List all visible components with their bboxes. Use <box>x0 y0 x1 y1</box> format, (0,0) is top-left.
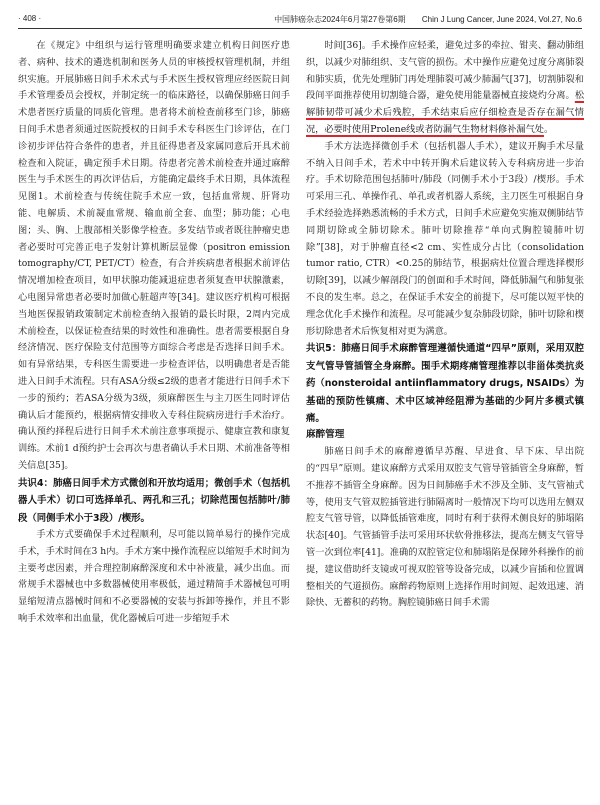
body-paragraph: 手术方式要确保手术过程顺利，尽可能以简单易行的操作完成手术，手术时间在3 h内。手术方案中操作流程应以缩短手术时间为主要考虑因素，并合理控制麻醉深度和术中补液量，减少出血。而常规手术器械也中多数器械使用率极低，通过精简手术器械包可明显缩短清点器械时间和不必要器械的安装与拆卸等操作，并且不影响手术效率和出血量，优化器械后可进一步缩短手术 <box>18 528 290 624</box>
body-paragraph: 在《规定》中组织与运行管理明确要求建立机构日间医疗患者、病种、技术的遴选机制和医务人员的审核授权管理机制，并组织实施。开展肺癌日间手术术式与手术医生授权管理应经医院日间手术管理委员会授权，并制定统一的临床路径，以确保肺癌日间手术患者医疗质量的同质化管理。患者将术前检查前移至门诊，肺癌日间手术患者须通过医院授权的日间手术专科医生门诊评估，在门诊初步评估符合条件的患者，并且征得患者及家属同意后开具术前检查和入院证，确定预手术日期。待患者完善术前检查并通过麻醉医生与手术医生的再次评估后，方能确定最终手术日期，具体流程见图1。术前检查与传统住院手术应一致，包括血常规、肝肾功能、电解质、术前凝血常规、输血前全套、血型；肺功能；心电图；头、胸、上腹部相关影像学检查。多发结节或者既往肿瘤史患者必要时可完善正电子发射计算机断层显像（positron emission tomography/CT, PET/CT）检查，有合并疾病患者根据术前评估情况增加检查项目，如甲状腺功能减退症患者须复查甲状腺激素，心电图异常患者必要时加做心脏超声等[34]。建议医疗机构可根据当地医保报销政策制定术前检查纳入报销的最长时限，2周内完成术前检查，以保证检查结果的时效性和准确性。患者需要根据自身经济情况、医疗保险支付范围等方面综合考虑是否选择日间手术。如有异常结果，专科医生需要进一步检查评估，以明确患者是否能进入日间手术流程。只有ASA分级≤2级的患者才能进行日间手术下一步的预约；若ASA分级为3级，须麻醉医生与主刀医生同时评估确认后才能预约，根据病情安排收入专科住院病房进行手术治疗。确认预约择程后进行日间手术术前注意事项提示、健康宣教和康复训练。术前1 d预约护士会再次与患者确认手术日期、术前准备等相关信息[35]。 <box>18 40 290 471</box>
body-paragraph: 肺癌日间手术的麻醉遵循早苏醒、早进食、早下床、早出院的“四早”原则。建议麻醉方式采用双腔支气管导管插管全身麻醉，暂不推荐不插管全身麻醉。因为日间肺癌手术不涉及全肺、支气管袖式等，使用支气管双腔插管进行肺隔离时一般情况下均可以选用左侧双腔支气管导管，以降低插管难度，同时有利于获得术侧良好的肺塌陷状态[40]。气管插管手法可采用环状软骨推移法，提高左侧支气管导管一次到位率[41]。准确的双腔管定位和肺塌陷是保障外科操作的前提，建议借助纤支镜或可视双腔管等设备完成，以减少盲插和位置调整相关的气道损伤。麻醉药物原则上选择作用时间短、起效迅速、消除快、无蓄积的药物。胸腔镜肺癌日间手术需 <box>306 446 584 609</box>
page-header <box>18 10 582 30</box>
consensus-5: 共识5：肺癌日间手术麻醉管理遵循快通道“四早”原则，采用双腔支气管导管插管全身麻醉。围手术期疼痛管理推荐以非甾体类抗炎药（nonsteroidal antiinflammatory drugs, NSAIDs）为基础的预防性镇痛、术中区域神经阻滞为基础的少阿片多模式镇痛。 <box>306 343 584 424</box>
left-column <box>18 38 290 628</box>
journal-title-cn: 中国肺癌杂志2024年6月第27卷第6期 <box>274 15 406 24</box>
page-number: · 408 · <box>18 14 42 23</box>
body-paragraph <box>306 38 584 139</box>
highlighted-text: 松解肺韧带可减少术后残腔，手术结束后应仔细检查是否存在漏气情况，必要时使用Prolene线或者防漏气生物材料修补漏气处 <box>306 90 584 135</box>
journal-title <box>274 14 582 25</box>
paragraph-end: 。 <box>543 123 554 135</box>
right-column <box>306 38 584 612</box>
header-divider <box>18 28 582 29</box>
body-paragraph: 手术方法选择微创手术（包括机器人手术），建议开胸手术尽量不纳入日间手术，若术中中转开胸术后建议转入专科病房进一步治疗。手术切除范围包括肺叶/肺段（同侧手术小于3段）/楔形。手术可采用三孔、单操作孔、单孔或者机器人系统，主刀医生可根据自身手术经验选择熟悉流畅的手术方式，日间手术应避免实施双侧肺结节同期切除或全肺切除术。肺叶切除推荐“单向式胸腔镜肺叶切除”[38]，对于肿瘤直径<2 cm、实性成分占比（consolidation tumor ratio, CTR）<0.25的肺结节，根据病灶位置合理选择楔形切除[39]，以减少解剖段门的创面和手术时间，降低肺漏气和肺复张不良的发生率。总之，在保证手术安全的前提下，尽可能以短平快的理念优化手术操作和流程。尽可能减少复杂肺段切除，肺叶切除和楔形切除患者术后恢复相对更为满意。 <box>306 140 584 337</box>
consensus-4: 共识4：肺癌日间手术方式微创和开放均适用；微创手术（包括机器人手术）切口可选择单孔、两孔和三孔；切除范围包括肺叶/肺段（同侧手术小于3段）/楔形。 <box>18 477 290 524</box>
paragraph-text: 时间[36]。手术操作应轻柔，避免过多的牵拉、钳夹、翻动肺组织，以减少对肺组织、支气管的损伤。术中操作应避免过度分离肺裂和肺实质，优先处理肺门再处理肺裂可减少肺漏气[37]，切割肺裂和段间平面推荐使用切割缝合器，避免使用能量器械直接烧灼分离。 <box>306 40 584 102</box>
section-title: 麻醉管理 <box>306 429 345 441</box>
journal-title-en: Chin J Lung Cancer, June 2024, Vol.27, No.6 <box>421 15 582 24</box>
